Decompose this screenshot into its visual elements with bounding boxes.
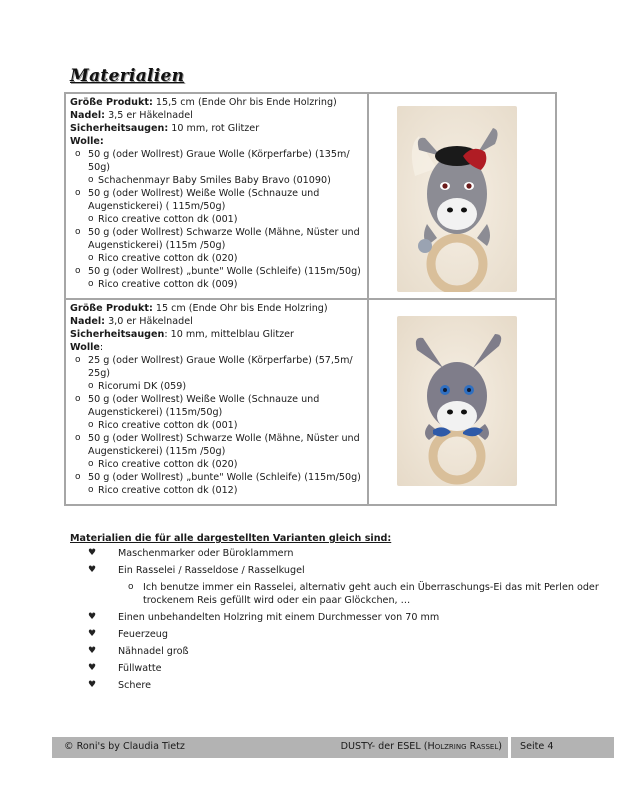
heart-icon: ♥ bbox=[88, 565, 97, 575]
needle-size: Nadel: 3,0 er Häkelnadel bbox=[70, 316, 193, 327]
variant-details bbox=[65, 93, 368, 299]
heart-icon: ♥ bbox=[88, 646, 97, 656]
footer-document-title: DUSTY- der ESEL (Holzring Rassel) bbox=[340, 741, 502, 752]
wool-item: o 50 g (oder Wollrest) Weiße Wolle (Schnauze und Augenstickerei) ( 115m/50g) bbox=[70, 187, 367, 213]
heart-icon: ♥ bbox=[88, 680, 97, 690]
materials-table bbox=[64, 92, 557, 506]
heart-icon: ♥ bbox=[88, 548, 97, 558]
wool-heading: Wolle: bbox=[70, 136, 104, 147]
safety-eyes: Sicherheitsaugen: 10 mm, mittelblau Glitzer bbox=[70, 329, 294, 340]
page-title: Materialien bbox=[70, 66, 185, 86]
crochet-donkey-red-bow-photo bbox=[397, 106, 517, 292]
wool-item: o 50 g (oder Wollrest) Schwarze Wolle (Mähne, Nüster und Augenstickerei) (115m /50g) bbox=[70, 226, 367, 252]
variant-row-red bbox=[65, 93, 556, 299]
list-item: ♥ Schere bbox=[88, 680, 151, 691]
safety-eyes: Sicherheitsaugen: 10 mm, rot Glitzer bbox=[70, 123, 260, 134]
wool-brand: o Rico creative cotton dk (009) bbox=[70, 278, 367, 291]
list-item: ♥ Nähnadel groß bbox=[88, 646, 189, 657]
wool-brand: o Ricorumi DK (059) bbox=[70, 380, 367, 393]
list-item: ♥ Feuerzeug bbox=[88, 629, 168, 640]
wool-item: o 50 g (oder Wollrest) Schwarze Wolle (Mähne, Nüster und Augenstickerei) (115m /50g) bbox=[70, 432, 367, 458]
list-item: ♥ Maschenmarker oder Büroklammern bbox=[88, 548, 294, 559]
footer-copyright: © Roni's by Claudia Tietz bbox=[64, 741, 185, 752]
list-item: ♥ Füllwatte bbox=[88, 663, 162, 674]
wool-brand: o Schachenmayr Baby Smiles Baby Bravo (01090) bbox=[70, 174, 367, 187]
wool-item: o 50 g (oder Wollrest) „bunte" Wolle (Schleife) (115m/50g) bbox=[70, 265, 367, 278]
heart-icon: ♥ bbox=[88, 663, 97, 673]
wool-item: o 50 g (oder Wollrest) Weiße Wolle (Schnauze und Augenstickerei) (115m/50g) bbox=[70, 393, 367, 419]
heart-icon: ♥ bbox=[88, 629, 97, 639]
footer-page-number: Seite 4 bbox=[520, 741, 554, 752]
product-size: Größe Produkt: 15,5 cm (Ende Ohr bis Ende Holzring) bbox=[70, 97, 337, 108]
list-subitem: o Ich benutze immer ein Rasselei, alternativ geht auch ein Überraschungs-Ei das mit Perlen oder trockenem Reis gefüllt wird oder ein paar Glöckchen, … bbox=[88, 581, 608, 607]
heart-icon: ♥ bbox=[88, 612, 97, 622]
photo-cell bbox=[368, 93, 556, 299]
wool-brand: o Rico creative cotton dk (001) bbox=[70, 213, 367, 226]
needle-size: Nadel: 3,5 er Häkelnadel bbox=[70, 110, 193, 121]
variant-row-blue bbox=[65, 299, 556, 505]
product-size: Größe Produkt: 15 cm (Ende Ohr bis Ende Holzring) bbox=[70, 303, 328, 314]
wool-item: o 50 g (oder Wollrest) „bunte" Wolle (Schleife) (115m/50g) bbox=[70, 471, 367, 484]
variant-details bbox=[65, 299, 368, 505]
wool-brand: o Rico creative cotton dk (020) bbox=[70, 458, 367, 471]
list-item: ♥ Ein Rasselei / Rasseldose / Rasselkugel bbox=[88, 565, 305, 576]
common-materials-heading: Materialien die für alle dargestellten Varianten gleich sind: bbox=[70, 533, 392, 544]
list-item: ♥ Einen unbehandelten Holzring mit einem Durchmesser von 70 mm bbox=[88, 612, 440, 623]
wool-heading: Wolle: bbox=[70, 342, 104, 353]
photo-cell bbox=[368, 299, 556, 505]
page-footer bbox=[52, 737, 614, 758]
crochet-donkey-blue-bow-photo bbox=[397, 316, 517, 486]
wool-brand: o Rico creative cotton dk (012) bbox=[70, 484, 367, 497]
footer-divider bbox=[508, 737, 511, 758]
wool-brand: o Rico creative cotton dk (001) bbox=[70, 419, 367, 432]
wool-brand: o Rico creative cotton dk (020) bbox=[70, 252, 367, 265]
wool-item: o 50 g (oder Wollrest) Graue Wolle (Körperfarbe) (135m/ 50g) bbox=[70, 148, 367, 174]
common-materials-list bbox=[88, 547, 608, 696]
wool-item: o 25 g (oder Wollrest) Graue Wolle (Körperfarbe) (57,5m/ 25g) bbox=[70, 354, 367, 380]
